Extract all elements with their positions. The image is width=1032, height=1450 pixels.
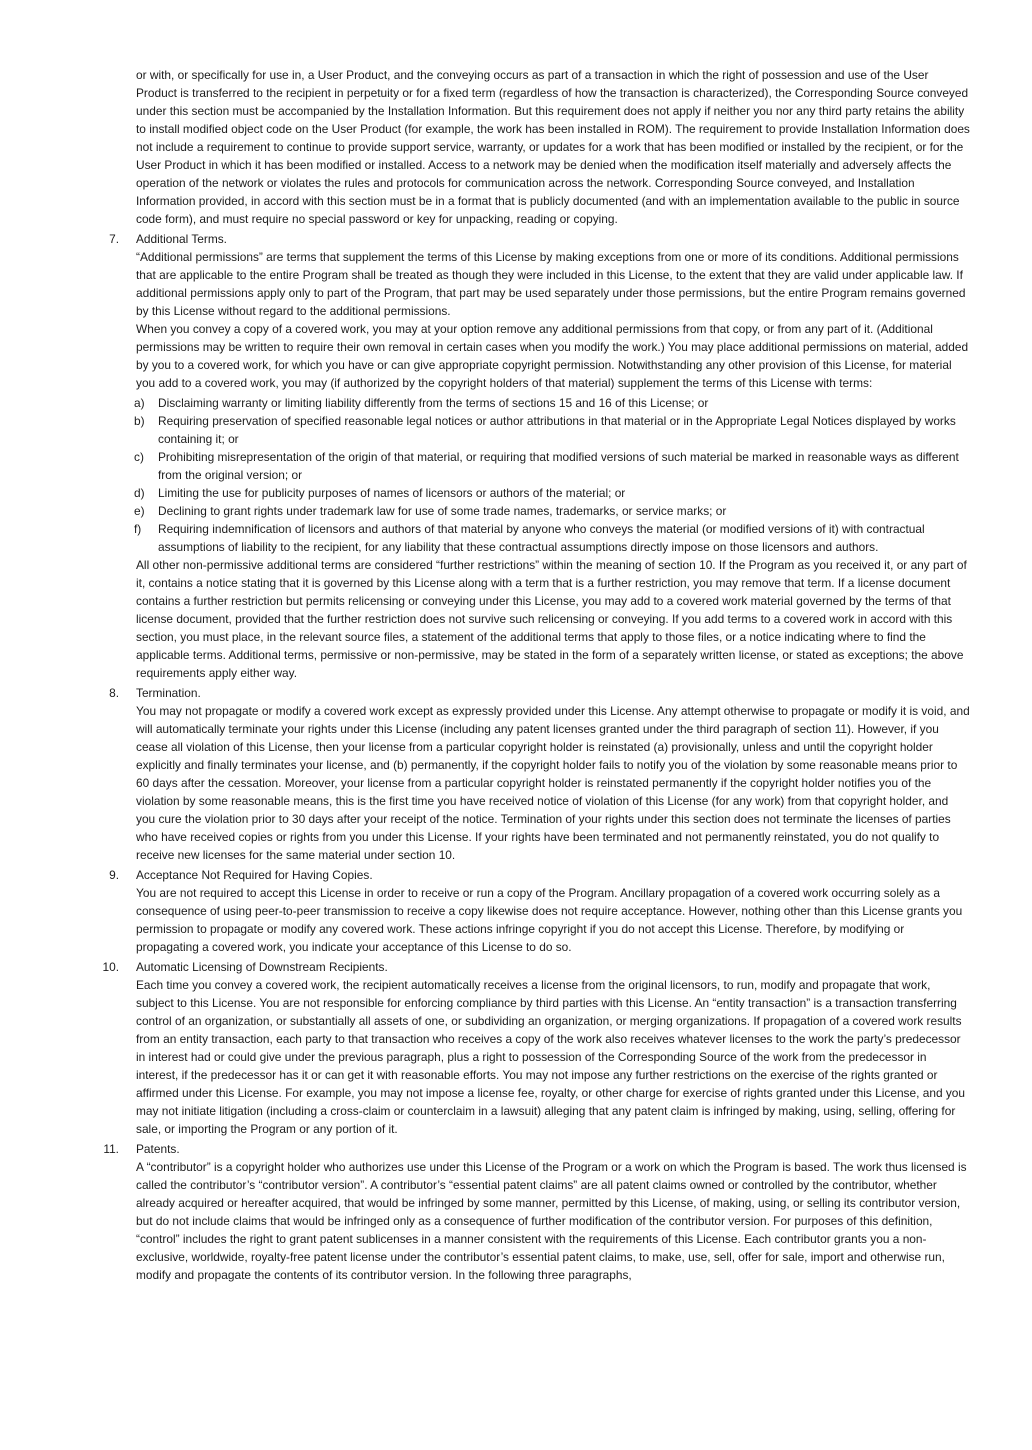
list-item (134, 394, 970, 412)
list-marker: b) (134, 414, 145, 428)
section-paragraph: You may not propagate or modify a covered work except as expressly provided under this License. Any attempt otherwise to propagate or modify it is void, and will automatically terminate your rights under this License (including any patent licenses granted under the third paragraph of section 11). However, if you cease all violation of this License, then your license from a particular copyright holder is reinstated (a) provisionally, unless and until the copyright holder explicitly and finally terminates your license, and (b) permanently, if the copyright holder fails to notify you of the violation by some reasonable means prior to 60 days after the cessation. Moreover, your license from a particular copyright holder is reinstated permanently if the copyright holder notifies you of the violation by some reasonable means, this is the first time you have received notice of violation of this License (for any work) from that copyright holder, and you cure the violation prior to 30 days after your receipt of the notice. Termination of your rights under this section does not terminate the licenses of parties who have received copies or rights from you under this License. If your rights have been terminated and not permanently reinstated, you do not qualify to receive new licenses for the same material under section 10. (136, 704, 970, 862)
list-marker: f) (134, 522, 142, 536)
list-item (134, 520, 970, 556)
section-title: Patents. (136, 1142, 180, 1156)
list-item-text: Limiting the use for publicity purposes of names of licensors or authors of the material; or (158, 486, 626, 500)
section-paragraph: Each time you convey a covered work, the recipient automatically receives a license from the original licensors, to run, modify and propagate that work, subject to this License. You are not responsible for enforcing compliance by third parties with this License. An “entity transaction” is a transaction transferring control of an organization, or substantially all assets of one, or subdividing an organization, or merging organizations. If propagation of a covered work results from an entity transaction, each party to that transaction who receives a copy of the work also receives whatever licenses to the work the party’s predecessor in interest had or could give under the previous paragraph, plus a right to possession of the Corresponding Source of the work from the predecessor in interest, if the predecessor has it or can get it with reasonable efforts. You may not impose any further restrictions on the exercise of the rights granted or affirmed under this License. For example, you may not impose a license fee, royalty, or other charge for exercise of rights granted under this License, and you may not initiate litigation (including a cross-claim or counterclaim in a lawsuit) alleging that any patent claim is infringed by making, using, selling, offering for sale, or importing the Program or any portion of it. (136, 978, 966, 1136)
list-marker: e) (134, 504, 145, 518)
list-marker: d) (134, 486, 145, 500)
list-item-text: Requiring preservation of specified reasonable legal notices or author attributions in that material or in the Appropriate Legal Notices displayed by works containing it; or (158, 414, 956, 446)
section-9 (0, 866, 970, 956)
section-number: 11. (103, 1142, 119, 1156)
section-title: Automatic Licensing of Downstream Recipients. (136, 960, 388, 974)
section-paragraph: When you convey a copy of a covered work, you may at your option remove any additional permissions from that copy, or from any part of it. (Additional permissions may be written to require their own removal in certain cases when you modify the work.) You may place additional permissions on material, added by you to a covered work, for which you have or can give appropriate copyright permission. Notwithstanding any other provision of this License, for material you add to a covered work, you may (if authorized by the copyright holders of that material) supplement the terms of this License with terms: (136, 322, 969, 390)
list-item (134, 484, 970, 502)
section-paragraph: All other non-permissive additional terms are considered “further restrictions” within the meaning of section 10. If the Program as you received it, or any part of it, contains a notice stating that it is governed by this License along with a term that is a further restriction, you may remove that term. If a license document contains a further restriction but permits relicensing or conveying under this License, you may add to a covered work material governed by the terms of that license document, provided that the further restriction does not survive such relicensing or conveying. If you add terms to a covered work in accord with this section, you must place, in the relevant source files, a statement of the additional terms that apply to those files, or a notice indicating where to find the applicable terms. Additional terms, permissive or non-permissive, may be stated in the form of a separately written license, or stated as exceptions; the above requirements apply either way. (136, 558, 967, 680)
list-item-text: Requiring indemnification of licensors and authors of that material by anyone who conveys the material (or modified versions of it) with contractual assumptions of liability to the recipient, for any liability that these contractual assumptions directly impose on those licensors and authors. (158, 522, 925, 554)
list-item (134, 502, 970, 520)
section-7 (0, 230, 970, 682)
section-10 (0, 958, 970, 1138)
section-number: 10. (102, 960, 119, 974)
additional-terms-list (0, 394, 970, 556)
list-marker: a) (134, 396, 145, 410)
list-item-text: Prohibiting misrepresentation of the origin of that material, or requiring that modified versions of such material be marked in reasonable ways as different from the original version; or (158, 450, 959, 482)
list-item-text: Declining to grant rights under trademark law for use of some trade names, trademarks, or service marks; or (158, 504, 727, 518)
section-number: 7. (109, 232, 119, 246)
intro-paragraph: or with, or specifically for use in, a User Product, and the conveying occurs as part of a transaction in which the right of possession and use of the User Product is transferred to the recipient in perpetuity or for a fixed term (regardless of how the transaction is characterized), the Corresponding Source conveyed under this section must be accompanied by the Installation Information. But this requirement does not apply if neither you nor any third party retains the ability to install modified object code on the User Product (for example, the work has been installed in ROM). The requirement to provide Installation Information does not include a requirement to continue to provide support service, warranty, or updates for a work that has been modified or installed by the recipient, or for the User Product in which it has been modified or installed. Access to a network may be denied when the modification itself materially and adversely affects the operation of the network or violates the rules and protocols for communication across the network. Corresponding Source conveyed, and Installation Information provided, in accord with this section must be in a format that is publicly documented (and with an implementation available to the public in source code form), and must require no special password or key for unpacking, reading or copying. (136, 68, 970, 226)
list-item (134, 412, 970, 448)
list-item-text: Disclaiming warranty or limiting liability differently from the terms of sections 15 and 16 of this License; or (158, 396, 709, 410)
section-number: 8. (109, 686, 119, 700)
section-paragraph: “Additional permissions” are terms that supplement the terms of this License by making exceptions from one or more of its conditions. Additional permissions that are applicable to the entire Program shall be treated as though they were included in this License, to the extent that they are valid under applicable law. If additional permissions apply only to part of the Program, that part may be used separately under those permissions, but the entire Program remains governed by this License without regard to the additional permissions. (136, 250, 966, 318)
section-title: Acceptance Not Required for Having Copies. (136, 868, 373, 882)
section-8 (0, 684, 970, 864)
list-marker: c) (134, 450, 144, 464)
section-paragraph: You are not required to accept this License in order to receive or run a copy of the Program. Ancillary propagation of a covered work occurring solely as a consequence of using peer-to-peer transmission to receive a copy likewise does not require acceptance. However, nothing other than this License grants you permission to propagate or modify any covered work. These actions infringe copyright if you do not accept this License. Therefore, by modifying or propagating a covered work, you indicate your acceptance of this License to do so. (136, 886, 963, 954)
list-item (134, 448, 970, 484)
section-number: 9. (109, 868, 119, 882)
section-11 (0, 1140, 970, 1284)
section-title: Termination. (136, 686, 201, 700)
section-title: Additional Terms. (136, 232, 227, 246)
section-paragraph: A “contributor” is a copyright holder who authorizes use under this License of the Program or a work on which the Program is based. The work thus licensed is called the contributor’s “contributor version”. A contributor’s “essential patent claims” are all patent claims owned or controlled by the contributor, whether already acquired or hereafter acquired, that would be infringed by some manner, permitted by this License, of making, using, or selling its contributor version, but do not include claims that would be infringed only as a consequence of further modification of the contributor version. For purposes of this definition, “control” includes the right to grant patent sublicenses in a manner consistent with the requirements of this License. Each contributor grants you a non-exclusive, worldwide, royalty-free patent license under the contributor’s essential patent claims, to make, use, sell, offer for sale, import and otherwise run, modify and propagate the contents of its contributor version. In the following three paragraphs, (136, 1160, 967, 1282)
